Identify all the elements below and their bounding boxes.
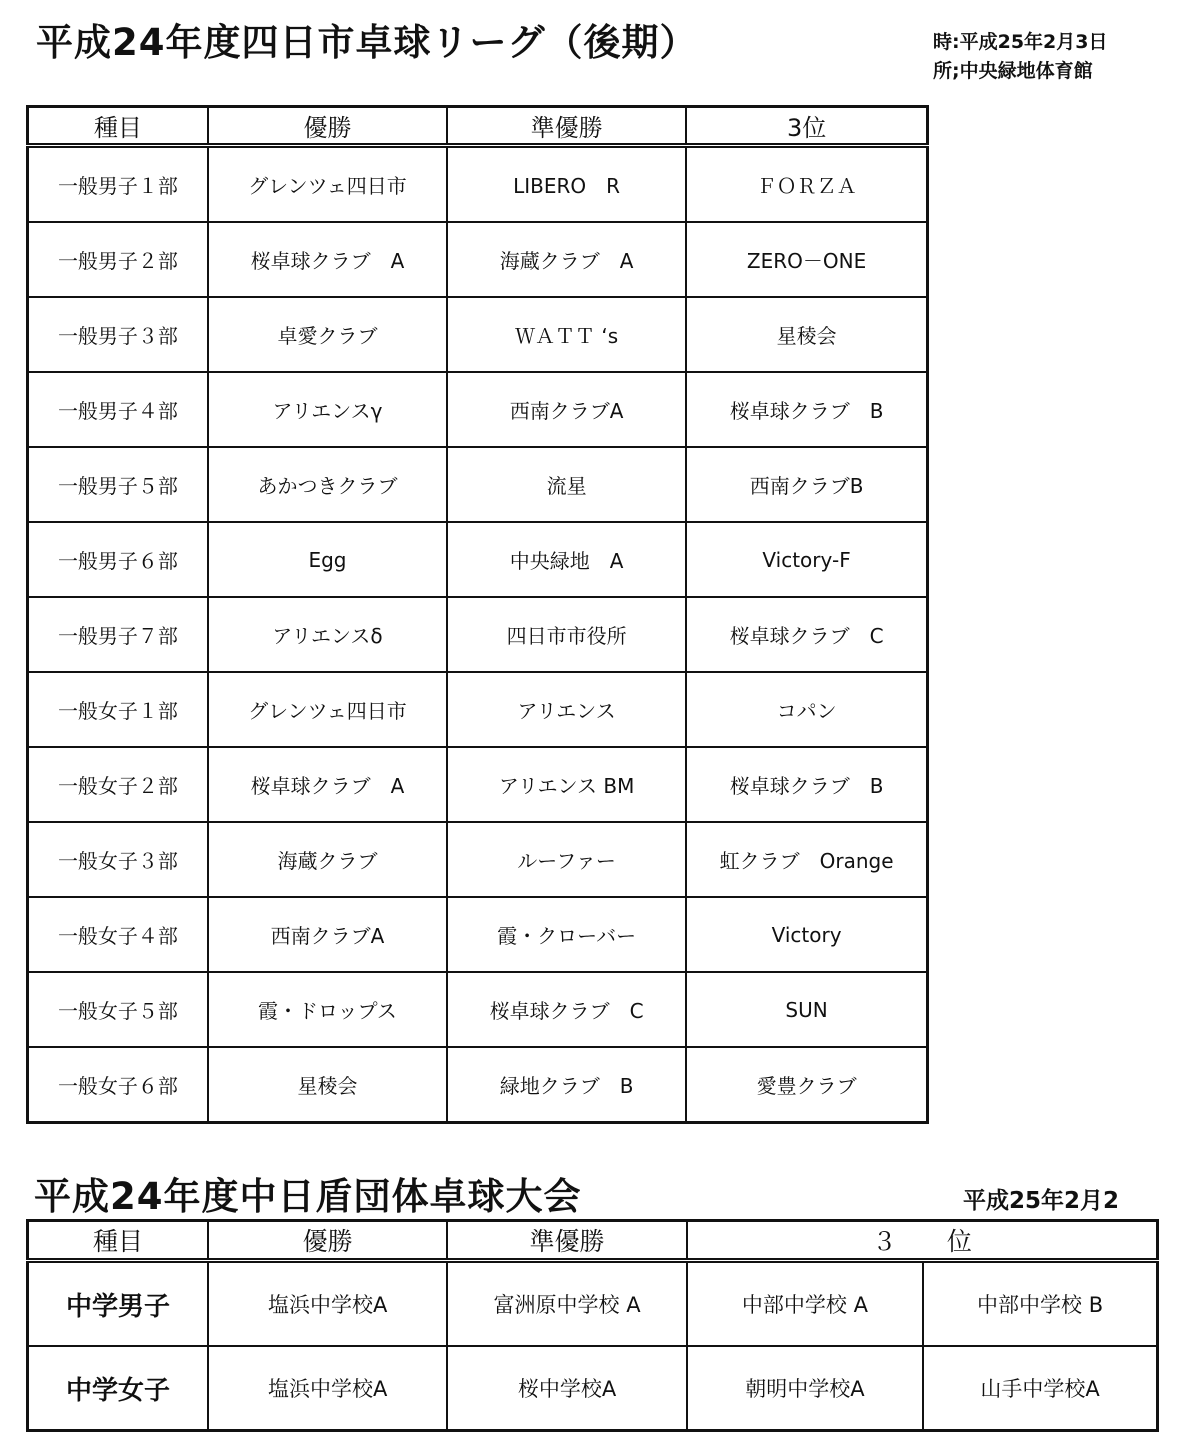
table-row [28, 372, 928, 447]
runner-up-cell: 桜中学校A [447, 1346, 686, 1431]
runner-up-cell: LIBERO R [447, 146, 686, 223]
table-row [28, 447, 928, 522]
header-category: 種目 [28, 1221, 209, 1261]
league-date: 時:平成25年2月3日 [933, 31, 1108, 53]
header-champion: 優勝 [208, 107, 447, 146]
table-row [28, 1047, 928, 1123]
header-third-place: 3位 [686, 107, 927, 146]
table-row [28, 897, 928, 972]
third-place-cell: SUN [686, 972, 927, 1047]
champion-cell: 桜卓球クラブ A [208, 222, 447, 297]
league-venue: 所;中央緑地体育館 [933, 60, 1093, 82]
champion-cell: 霞・ドロップス [208, 972, 447, 1047]
category-cell: 一般男子６部 [28, 522, 208, 597]
table-row [28, 597, 928, 672]
third-place-cell: 桜卓球クラブ B [686, 747, 927, 822]
runner-up-cell: 桜卓球クラブ C [447, 972, 686, 1047]
category-cell: 一般女子６部 [28, 1047, 208, 1123]
third-place-cell: 愛豊クラブ [686, 1047, 927, 1123]
cup-header-row [28, 1221, 1158, 1261]
category-cell: 一般男子５部 [28, 447, 208, 522]
category-cell: 一般女子２部 [28, 747, 208, 822]
category-cell: 一般男子２部 [28, 222, 208, 297]
table-row [28, 1346, 1158, 1431]
third-place-cell: 西南クラブB [686, 447, 927, 522]
champion-cell: Egg [208, 522, 447, 597]
champion-cell: 桜卓球クラブ A [208, 747, 447, 822]
third-place-cell: 星稜会 [686, 297, 927, 372]
league-meta [933, 28, 1107, 86]
table-row [28, 822, 928, 897]
cup-results-table [26, 1219, 1159, 1432]
champion-cell: あかつきクラブ [208, 447, 447, 522]
category-cell: 一般女子５部 [28, 972, 208, 1047]
cup-date: 平成25年2月2 [963, 1188, 1120, 1214]
champion-cell: 西南クラブA [208, 897, 447, 972]
header-runner-up: 準優勝 [447, 1221, 686, 1261]
runner-up-cell: 海蔵クラブ A [447, 222, 686, 297]
table-row [28, 672, 928, 747]
third-place-cell-2: 中部中学校 B [923, 1261, 1157, 1347]
league-header-row [28, 107, 928, 146]
champion-cell: 海蔵クラブ [208, 822, 447, 897]
table-row [28, 972, 928, 1047]
champion-cell: グレンツェ四日市 [208, 146, 447, 223]
category-cell: 一般男子７部 [28, 597, 208, 672]
third-place-cell-1: 朝明中学校A [687, 1346, 923, 1431]
cup-title: 平成24年度中日盾団体卓球大会 [34, 1175, 582, 1218]
category-cell: 一般女子３部 [28, 822, 208, 897]
table-row [28, 297, 928, 372]
runner-up-cell: 緑地クラブ B [447, 1047, 686, 1123]
runner-up-cell: 富洲原中学校 A [447, 1261, 686, 1347]
third-place-cell: コパン [686, 672, 927, 747]
runner-up-cell: 中央緑地 A [447, 522, 686, 597]
header-runner-up: 準優勝 [447, 107, 686, 146]
category-cell: 中学女子 [28, 1346, 209, 1431]
table-row [28, 146, 928, 223]
category-cell: 一般女子４部 [28, 897, 208, 972]
third-place-cell: ＦＯＲＺＡ [686, 146, 927, 223]
third-place-cell-1: 中部中学校 A [687, 1261, 923, 1347]
runner-up-cell: 四日市市役所 [447, 597, 686, 672]
champion-cell: 塩浜中学校A [208, 1346, 447, 1431]
header-champion: 優勝 [208, 1221, 447, 1261]
champion-cell: 星稜会 [208, 1047, 447, 1123]
third-place-cell: 桜卓球クラブ C [686, 597, 927, 672]
table-row [28, 1261, 1158, 1347]
runner-up-cell: 流星 [447, 447, 686, 522]
category-cell: 中学男子 [28, 1261, 209, 1347]
champion-cell: アリエンスγ [208, 372, 447, 447]
league-results-table [26, 105, 929, 1124]
table-row [28, 222, 928, 297]
third-place-cell-2: 山手中学校A [923, 1346, 1157, 1431]
third-place-cell: Victory [686, 897, 927, 972]
third-place-cell: 桜卓球クラブ B [686, 372, 927, 447]
third-place-cell: ZERO－ONE [686, 222, 927, 297]
category-cell: 一般男子４部 [28, 372, 208, 447]
runner-up-cell: アリエンス BM [447, 747, 686, 822]
league-title: 平成24年度四日市卓球リーグ（後期） [36, 21, 698, 64]
runner-up-cell: ルーファー [447, 822, 686, 897]
runner-up-cell: ＷＡＴＴ ‘s [447, 297, 686, 372]
category-cell: 一般女子１部 [28, 672, 208, 747]
category-cell: 一般男子１部 [28, 146, 208, 223]
header-category: 種目 [28, 107, 208, 146]
champion-cell: グレンツェ四日市 [208, 672, 447, 747]
table-row [28, 747, 928, 822]
third-place-cell: 虹クラブ Orange [686, 822, 927, 897]
champion-cell: 卓愛クラブ [208, 297, 447, 372]
runner-up-cell: 西南クラブA [447, 372, 686, 447]
table-row [28, 522, 928, 597]
runner-up-cell: アリエンス [447, 672, 686, 747]
header-third-place: ３ 位 [687, 1221, 1158, 1261]
champion-cell: 塩浜中学校A [208, 1261, 447, 1347]
category-cell: 一般男子３部 [28, 297, 208, 372]
third-place-cell: Victory-F [686, 522, 927, 597]
champion-cell: アリエンスδ [208, 597, 447, 672]
runner-up-cell: 霞・クローバー [447, 897, 686, 972]
